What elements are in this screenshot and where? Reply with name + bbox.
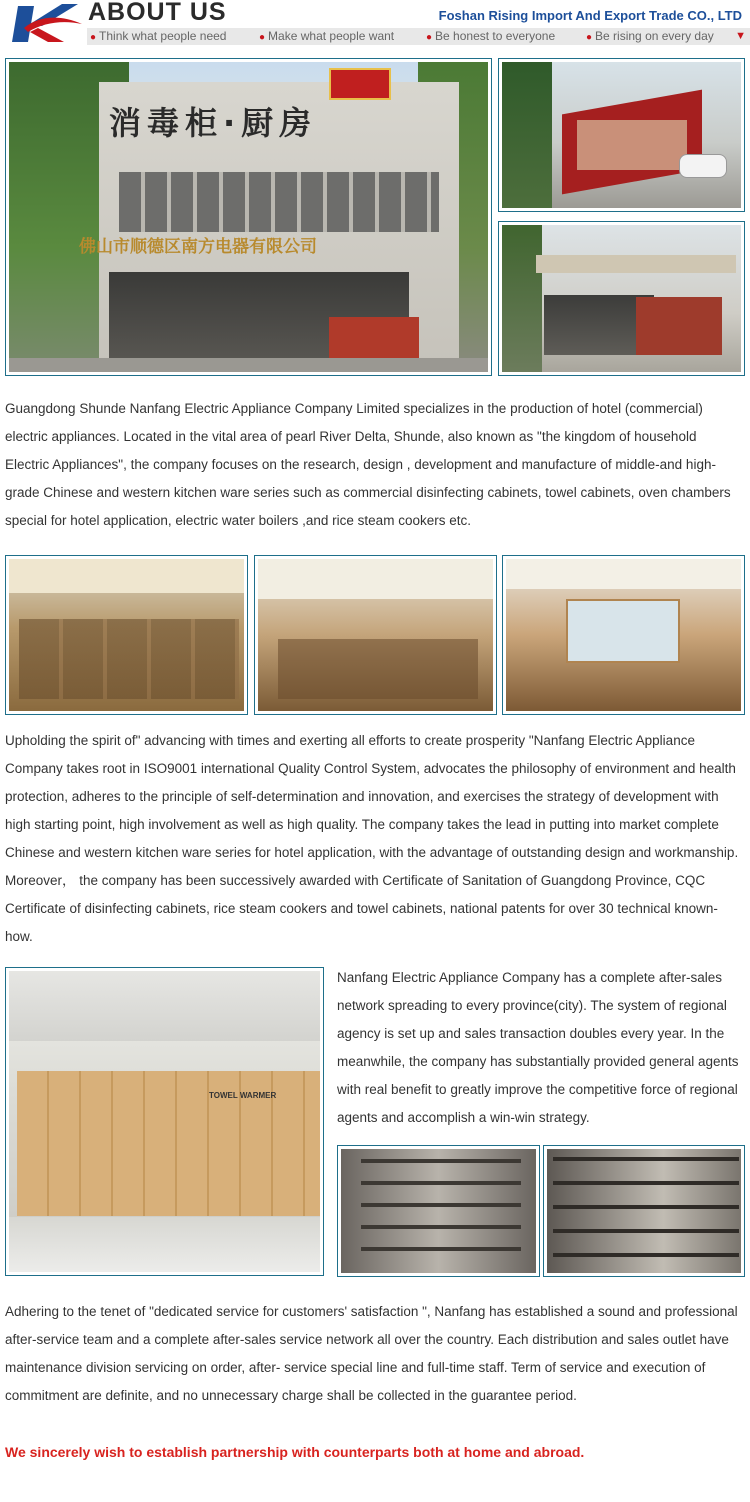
warehouse-shelves-photo: [337, 1145, 540, 1277]
brand-board: [636, 297, 722, 355]
network-paragraph: Nanfang Electric Appliance Company has a complete after-sales network spreading to every province(city). The system of regional agency is set up and sales transaction doubles every year. In the meanwhile, the company has substantially provided general agents with real benefit to greatly improve the competitive force of regional agents and accomplish a win-win strategy.: [337, 970, 739, 1125]
slogan-bar: [87, 28, 750, 45]
factory-building-photo: [5, 58, 492, 376]
service-paragraph: Adhering to the tenet of "dedicated service for customers' satisfaction ", Nanfang has established a sound and professional after-service team and a complete after-sales service network all over the country. Each distribution and sales outlet have maintenance division servicing on order, after- service special line and full-time staff. Term of service and execution of commitment are definite, and no unnecessary charge shall be collected in the guarantee period.: [5, 1304, 738, 1403]
office-photo: [502, 555, 745, 715]
dropdown-arrow-icon[interactable]: ▼: [735, 30, 746, 42]
company-sign: 佛山市顺德区南方电器有限公司: [79, 237, 317, 257]
closing-statement: We sincerely wish to establish partnership with counterparts both at home and abroad.: [5, 1444, 585, 1460]
warehouse-stack-photo: [5, 967, 324, 1276]
showroom-photo: [498, 58, 745, 212]
slogan-item: ● Be rising on every day: [586, 29, 714, 43]
slogan-item: ● Make what people want: [259, 29, 395, 43]
office-photo: [254, 555, 497, 715]
slogan-item: ● Think what people need: [90, 29, 227, 43]
building-sign: 消毒柜·厨房: [109, 104, 318, 142]
company-name: Foshan Rising Import And Export Trade CO., LTD: [438, 8, 742, 23]
quality-paragraph: Upholding the spirit of" advancing with times and exerting all efforts to create prosperity "Nanfang Electric Appliance Company takes root in ISO9001 international Quality Control System, advocates the philosophy of environment and health protection, adheres to the principle of self-determination and innovation, and exercises the strategy of development with high starting point, high involvement as well as high quality. The company takes the lead in putting into market complete Chinese and western kitchen ware series for hotel application, with the advantage of outstanding design and workmanship. Moreover， the company has been successively awarded with Certificate of Sanitation of Guangdong Province, CQC Certificate of disinfecting cabinets, rice steam cookers and towel cabinets, national patents for over 30 technical known-how.: [5, 733, 739, 944]
warehouse-shelves-photo: [543, 1145, 745, 1277]
page-title: ABOUT US: [88, 0, 227, 26]
bullet-icon: ●: [426, 32, 433, 43]
brand-logo-sign: [329, 68, 391, 100]
intro-paragraph: Guangdong Shunde Nanfang Electric Appliance Company Limited specializes in the production of hotel (commercial) electric appliances. Located in the vital area of pearl River Delta, Shunde, also known as "the kingdom of household Electric Appliances", the company focuses on the research, design , development and manufacture of middle-and high-grade Chinese and western kitchen ware series such as commercial disinfecting cabinets, towel cabinets, oven chambers special for hotel application, electric water boilers ,and rice steam cookers etc.: [5, 401, 731, 528]
box-label: TOWEL WARMER: [209, 1091, 277, 1100]
car-shape: [679, 154, 727, 178]
company-logo: [4, 2, 84, 44]
office-photo: [5, 555, 248, 715]
bullet-icon: ●: [586, 32, 593, 43]
bullet-icon: ●: [90, 32, 97, 43]
bullet-icon: ●: [259, 32, 266, 43]
page-header: [0, 0, 750, 48]
factory-gate-photo: [498, 221, 745, 376]
slogan-item: ● Be honest to everyone: [426, 29, 556, 43]
